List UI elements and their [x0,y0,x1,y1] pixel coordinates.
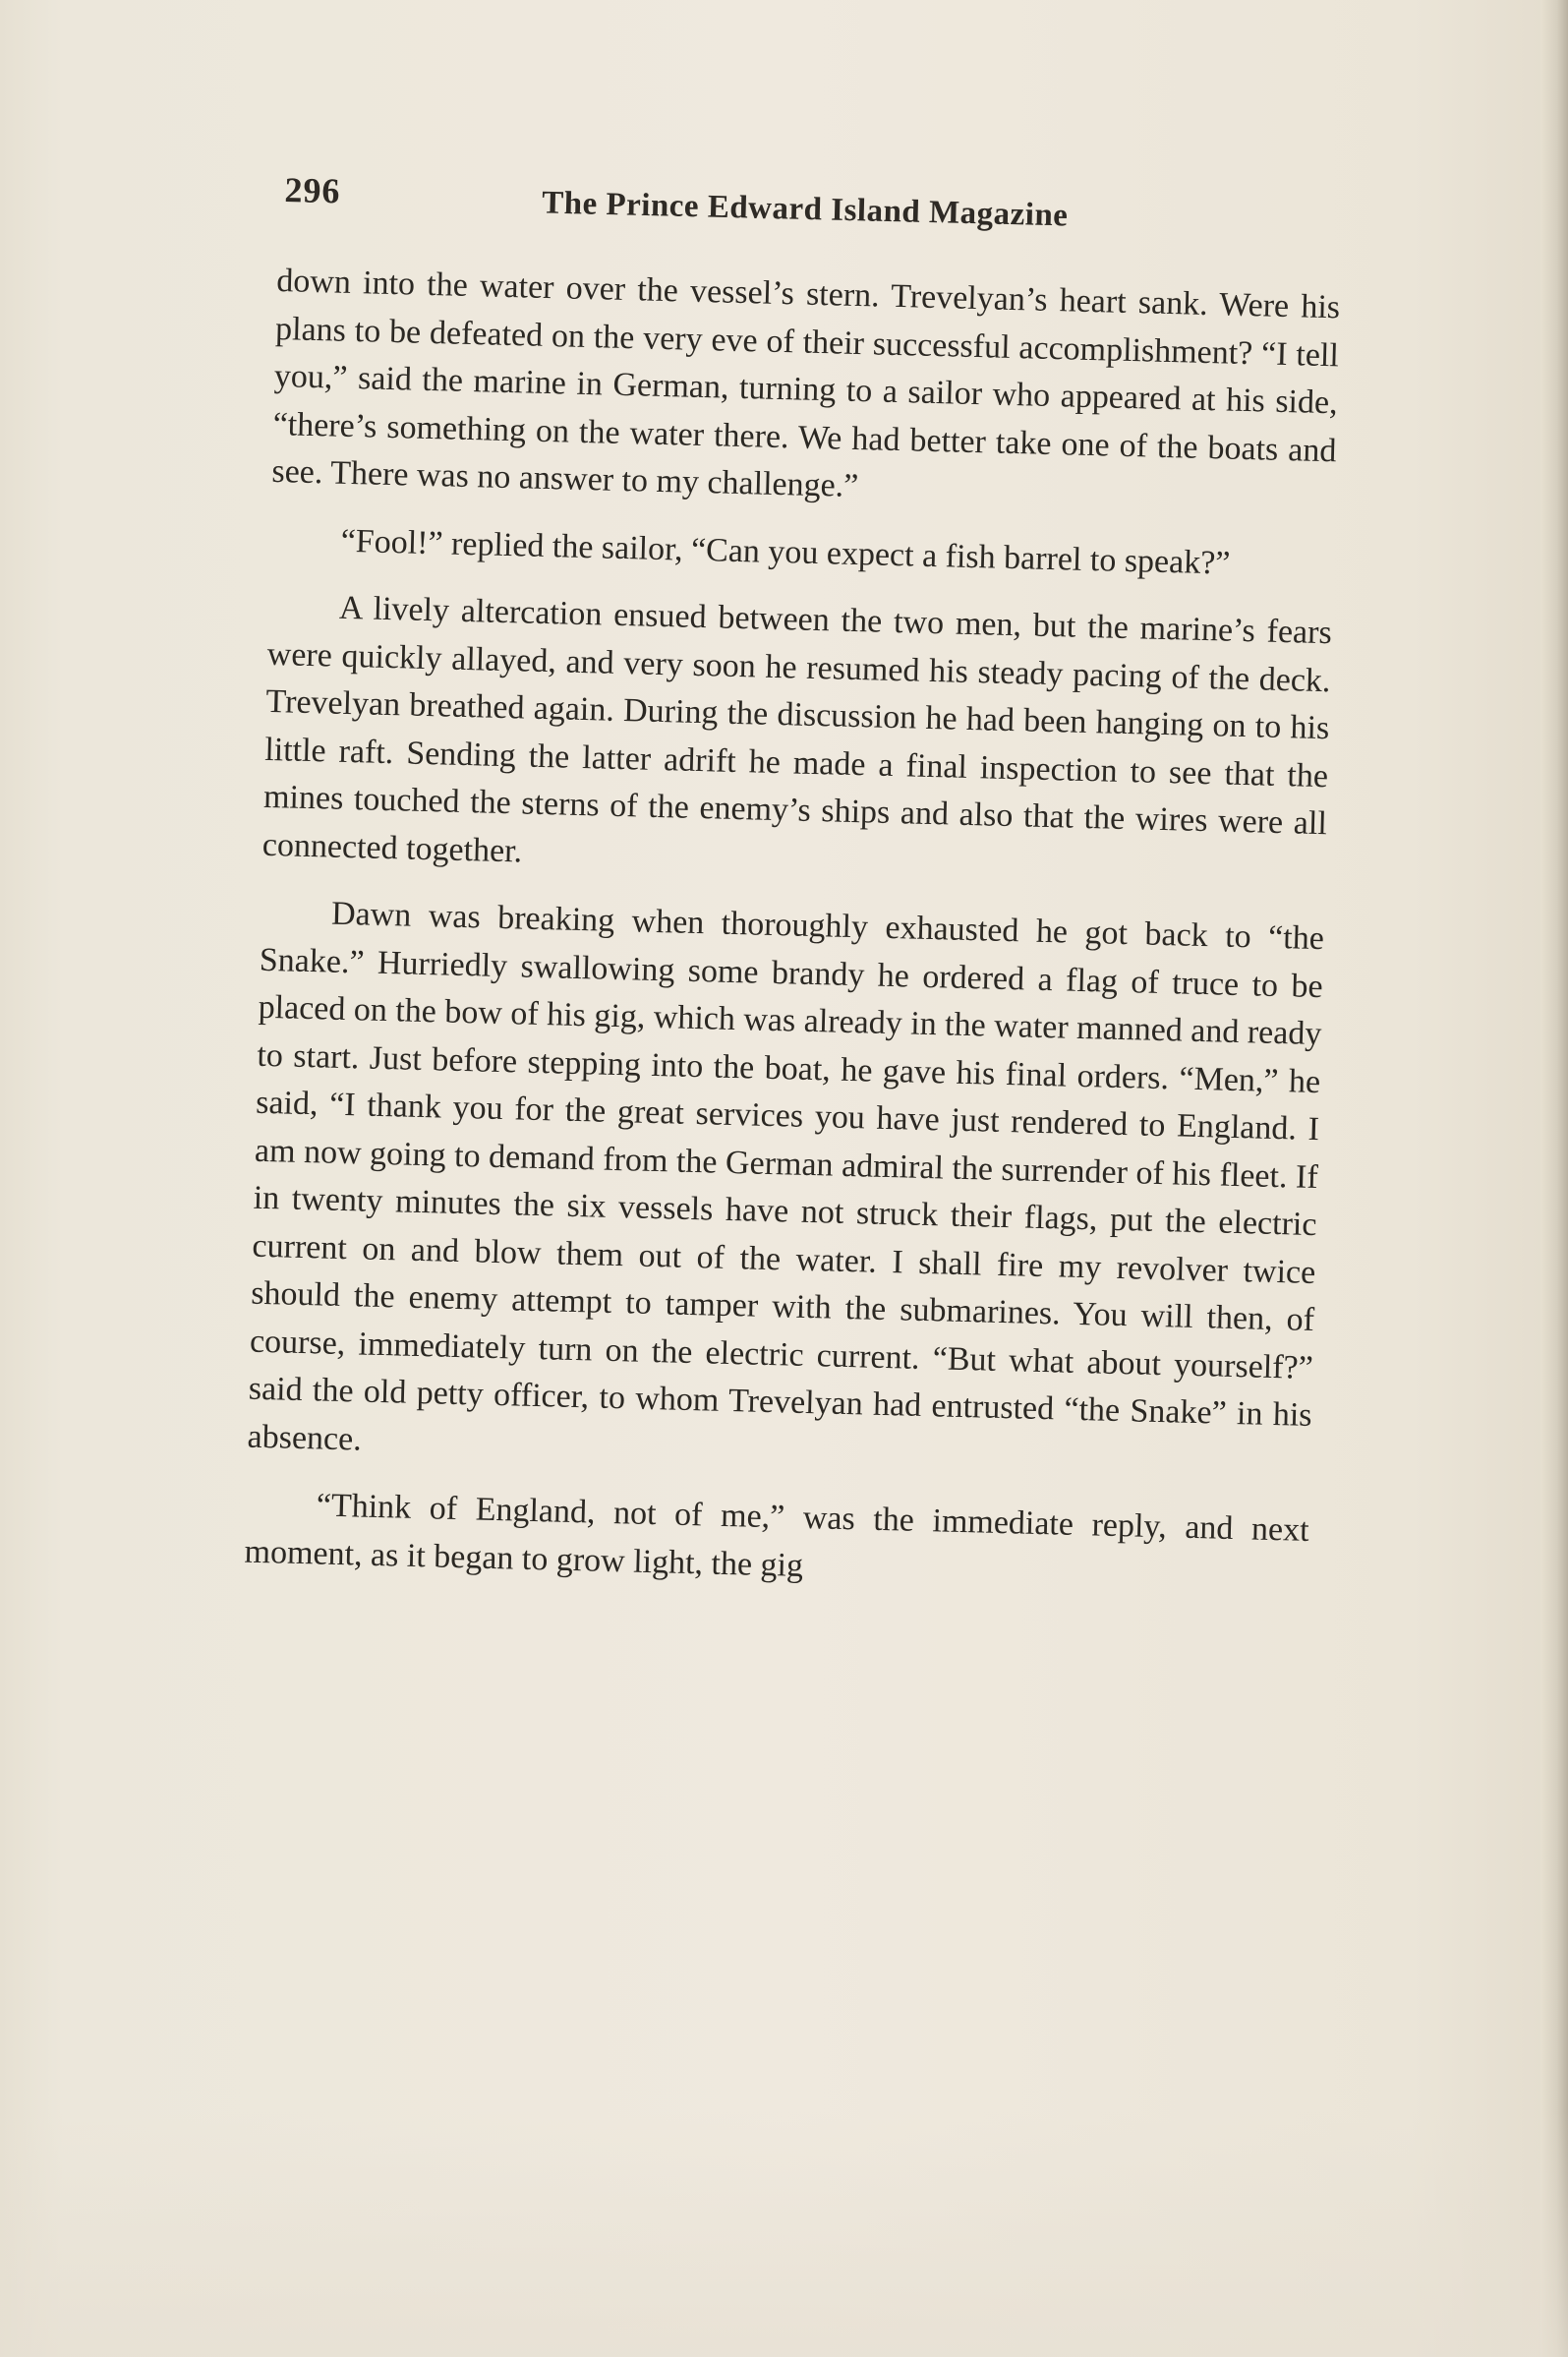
paragraph-1: down into the water over the vessel’s stern. Trevelyan’s heart sank. Were his plans to be defeated on the very eve of their successful accomplishment? “I tell you,” said the marine in German, turning to a sailor who appeared at his side, “there’s something on the water there. We had better take one of the boats and see. There was no answer to my challenge.” [271,262,1341,505]
page-number: 296 [283,169,341,211]
paragraph-3: A lively altercation ensued between the two men, but the marine’s fears were quickly allayed, and very soon he resumed his steady pacing of the deck. Trevelyan breathed again. During the discussion he had been hanging on to his little raft. Sending the latter adrift he made a final inspection to see that the mines touched the sterns of the enemy’s ships and also that the wires were all connected together. [261,589,1333,869]
running-header [284,169,1327,254]
paragraph-5: “Think of England, not of me,” was the immediate reply, and next moment, as it began to grow light, the gig [244,1487,1310,1584]
paragraph-4: Dawn was breaking when thoroughly exhausted he got back to “the Snake.” Hurriedly swallowing some brandy he ordered a flag of truce to be placed on the bow of his gig, which was already in the water manned and ready to start. Just before stepping into the boat, he gave his final orders. “Men,” he said, “I thank you for the great services you have just rendered to England. I am now going to demand from the German admiral the surrender of his fleet. If in twenty minutes the six vessels have not struck their flags, put the electric current on and blow them out of the water. I shall fire my revolver twice should the enemy attempt to tamper with the submarines. You will then, of course, immediately turn on the electric current. “But what about yourself?” said the old petty officer, to whom Trevelyan had entrusted “the Snake” in his absence. [247,895,1325,1458]
body-text [244,258,1341,1622]
magazine-title: The Prince Edward Island Magazine [541,185,1069,234]
page-edge-shadow [1540,0,1568,2357]
paragraph-2: “Fool!” replied the sailor, “Can you expect a fish barrel to speak?” [340,522,1231,582]
page-bottom-fade [0,2111,1568,2357]
